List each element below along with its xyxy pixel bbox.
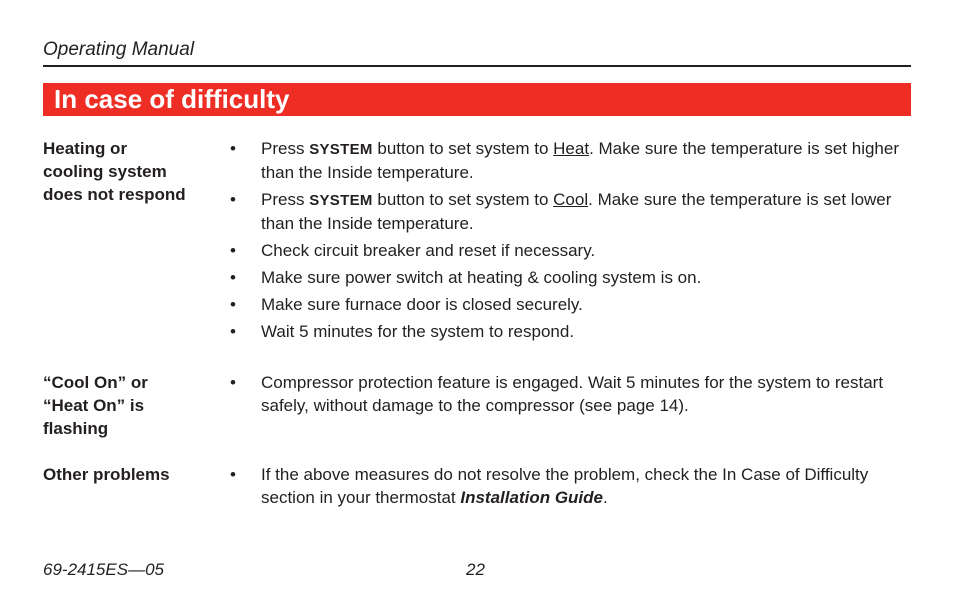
solution-text: Check circuit breaker and reset if necessary. <box>261 241 596 260</box>
mode-name: Heat <box>553 139 590 158</box>
installation-guide-reference: Installation Guide <box>460 488 603 507</box>
solution-item <box>230 137 911 184</box>
page-number: 22 <box>466 560 485 579</box>
solution-item <box>230 293 911 316</box>
solution-item <box>230 463 911 509</box>
bullet-marker: • <box>230 295 236 314</box>
solution-list <box>230 371 911 421</box>
bullet-marker: • <box>230 373 236 392</box>
solution-text: Press <box>261 190 310 209</box>
solution-list <box>230 137 911 347</box>
problem-label-line: “Cool On” or <box>43 373 148 392</box>
problem-label-line: Other problems <box>43 465 170 484</box>
solution-text: Compressor protection feature is engaged. Wait 5 minutes for the system to restart safely, without damage to the compressor (see page 14). <box>261 373 884 415</box>
bullet-marker: • <box>230 139 236 158</box>
solution-text: . <box>603 488 608 507</box>
section-title-bar <box>43 83 911 116</box>
solution-item <box>230 371 911 417</box>
solution-list <box>230 463 911 513</box>
mode-name: Cool <box>553 190 589 209</box>
solution-item <box>230 320 911 343</box>
document-number: 69-2415ES—05 <box>43 560 164 579</box>
solution-text: Make sure furnace door is closed securely. <box>261 295 583 314</box>
problem-label-line: does not respond <box>43 185 186 204</box>
solution-item <box>230 239 911 262</box>
solution-text: Make sure power switch at heating & cooling system is on. <box>261 268 702 287</box>
manual-title: Operating Manual <box>43 39 195 60</box>
solution-text: button to set system to <box>372 139 554 158</box>
solution-text: . Make sure the temperature is set lower than the Inside temperature. <box>261 190 892 233</box>
problem-label-line: flashing <box>43 419 109 438</box>
page-title: In case of difficulty <box>54 84 290 114</box>
problem-label-line: “Heat On” is <box>43 396 145 415</box>
problem-label-line: Heating or <box>43 139 128 158</box>
problem-label <box>43 463 218 486</box>
problem-label-line: cooling system <box>43 162 167 181</box>
bullet-marker: • <box>230 465 236 484</box>
bullet-marker: • <box>230 268 236 287</box>
bullet-marker: • <box>230 190 236 209</box>
system-button-name: SYSTEM <box>309 192 373 209</box>
solution-text: Press <box>261 139 310 158</box>
solution-text: Wait 5 minutes for the system to respond. <box>261 322 575 341</box>
problem-label <box>43 137 218 206</box>
header-divider <box>43 65 911 67</box>
bullet-marker: • <box>230 241 236 260</box>
solution-item <box>230 266 911 289</box>
problem-label <box>43 371 218 440</box>
bullet-marker: • <box>230 322 236 341</box>
solution-text: button to set system to <box>372 190 554 209</box>
solution-item <box>230 188 911 235</box>
solution-text: If the above measures do not resolve the problem, check the In Case of Difficulty section in your thermostat <box>261 465 869 507</box>
system-button-name: SYSTEM <box>309 141 373 158</box>
solution-text: . Make sure the temperature is set higher than the Inside temperature. <box>261 139 900 182</box>
